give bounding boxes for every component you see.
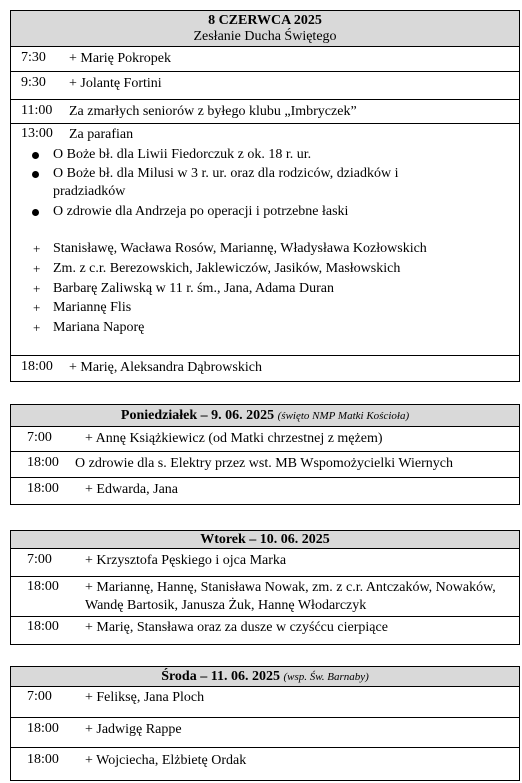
mass-time: 7:00 xyxy=(27,689,52,704)
intention-item: O Boże bł. dla Liwii Fiedorczuk z ok. 18 r. ur. xyxy=(53,147,312,162)
intention-item: Mariana Naporę xyxy=(53,320,145,335)
mass-time: 18:00 xyxy=(27,455,59,470)
mass-row xyxy=(11,100,519,124)
mass-row xyxy=(11,427,519,452)
mass-row xyxy=(11,617,519,644)
mass-row xyxy=(11,748,519,780)
mass-time: 18:00 xyxy=(27,721,59,736)
mass-intention: O zdrowie dla s. Elektry przez wst. MB Wspomożycielki Wiernych xyxy=(75,456,453,471)
plus-marker: + xyxy=(33,300,41,315)
parish-mass-row xyxy=(11,124,519,356)
mass-intention: + Jolantę Fortini xyxy=(69,76,162,91)
mass-time: 18:00 xyxy=(27,752,59,767)
intention-item: Barbarę Zaliwską w 11 r. śm., Jana, Adama Duran xyxy=(53,281,334,296)
mass-row xyxy=(11,478,519,504)
intention-item: O Boże bł. dla Milusi w 3 r. ur. oraz dla rodziców, dziadków i xyxy=(53,166,399,181)
mass-row xyxy=(11,549,519,577)
mass-time: 7:00 xyxy=(27,430,52,445)
plus-marker: + xyxy=(33,261,41,276)
mass-intention: + Mariannę, Hannę, Stanisława Nowak, zm. z c.r. Antczaków, Nowaków, Wandę Bartosik, Janusza Żuk, Hannę Włodarczyk xyxy=(85,580,496,613)
schedule-table-june-8 xyxy=(10,10,520,382)
mass-row xyxy=(11,577,519,617)
day-header xyxy=(11,667,519,687)
mass-heading: Za parafian xyxy=(69,127,134,142)
mass-time: 18:00 xyxy=(27,481,59,496)
mass-time: 13:00 xyxy=(21,126,53,141)
day-note: (wsp. Św. Barnaby) xyxy=(283,671,369,683)
schedule-table-june-11 xyxy=(10,666,520,781)
day-title: 8 CZERWCA 2025 xyxy=(208,13,322,28)
mass-row xyxy=(11,718,519,748)
plus-marker: + xyxy=(33,241,41,256)
day-title: Środa – 11. 06. 2025 xyxy=(161,669,280,684)
bullet-icon xyxy=(32,152,39,159)
day-subtitle: Zesłanie Ducha Świętego xyxy=(193,29,337,44)
mass-intention: + Marię, Stansława oraz za dusze w czyśćcu cierpiące xyxy=(85,620,388,635)
intention-item: Zm. z c.r. Berezowskich, Jaklewiczów, Jasików, Masłowskich xyxy=(53,261,401,276)
mass-row xyxy=(11,452,519,478)
mass-time: 9:30 xyxy=(21,75,46,90)
schedule-table-june-10 xyxy=(10,530,520,645)
mass-intention: + Annę Książkiewicz (od Matki chrzestnej z mężem) xyxy=(85,431,383,446)
mass-intention: + Marię, Aleksandra Dąbrowskich xyxy=(69,360,262,375)
intention-item: O zdrowie dla Andrzeja po operacji i potrzebne łaski xyxy=(53,204,349,219)
day-header xyxy=(11,11,519,47)
mass-row xyxy=(11,72,519,100)
mass-row xyxy=(11,356,519,381)
mass-intention: Za zmarłych seniorów z byłego klubu „Imbryczek” xyxy=(69,104,357,119)
intention-item: Stanisławę, Wacława Rosów, Mariannę, Władysława Kozłowskich xyxy=(53,241,427,256)
bullet-icon xyxy=(32,171,39,178)
mass-time: 18:00 xyxy=(27,579,59,594)
day-title: Wtorek – 10. 06. 2025 xyxy=(200,532,330,547)
day-note: (święto NMP Matki Kościoła) xyxy=(277,410,410,422)
mass-time: 18:00 xyxy=(21,359,53,374)
schedule-table-june-9 xyxy=(10,404,520,505)
mass-row xyxy=(11,47,519,72)
intention-item-continued: pradziadków xyxy=(53,184,126,199)
day-header xyxy=(11,405,519,427)
bullet-icon xyxy=(32,209,39,216)
mass-time: 11:00 xyxy=(21,103,53,118)
mass-row xyxy=(11,687,519,718)
mass-time: 7:30 xyxy=(21,50,46,65)
mass-intention: + Marię Pokropek xyxy=(69,51,171,66)
plus-marker: + xyxy=(33,320,41,335)
mass-intention: + Feliksę, Jana Ploch xyxy=(85,690,205,705)
plus-marker: + xyxy=(33,281,41,296)
mass-intention: + Krzysztofa Pęskiego i ojca Marka xyxy=(85,553,287,568)
day-header xyxy=(11,531,519,549)
mass-time: 18:00 xyxy=(27,619,59,634)
intention-item: Mariannę Flis xyxy=(53,300,132,315)
mass-intention: + Wojciecha, Elżbietę Ordak xyxy=(85,753,247,768)
mass-time: 7:00 xyxy=(27,552,52,567)
mass-intention: + Edwarda, Jana xyxy=(85,482,179,497)
mass-intention: + Jadwigę Rappe xyxy=(85,722,182,737)
day-title: Poniedziałek – 9. 06. 2025 xyxy=(120,408,275,423)
